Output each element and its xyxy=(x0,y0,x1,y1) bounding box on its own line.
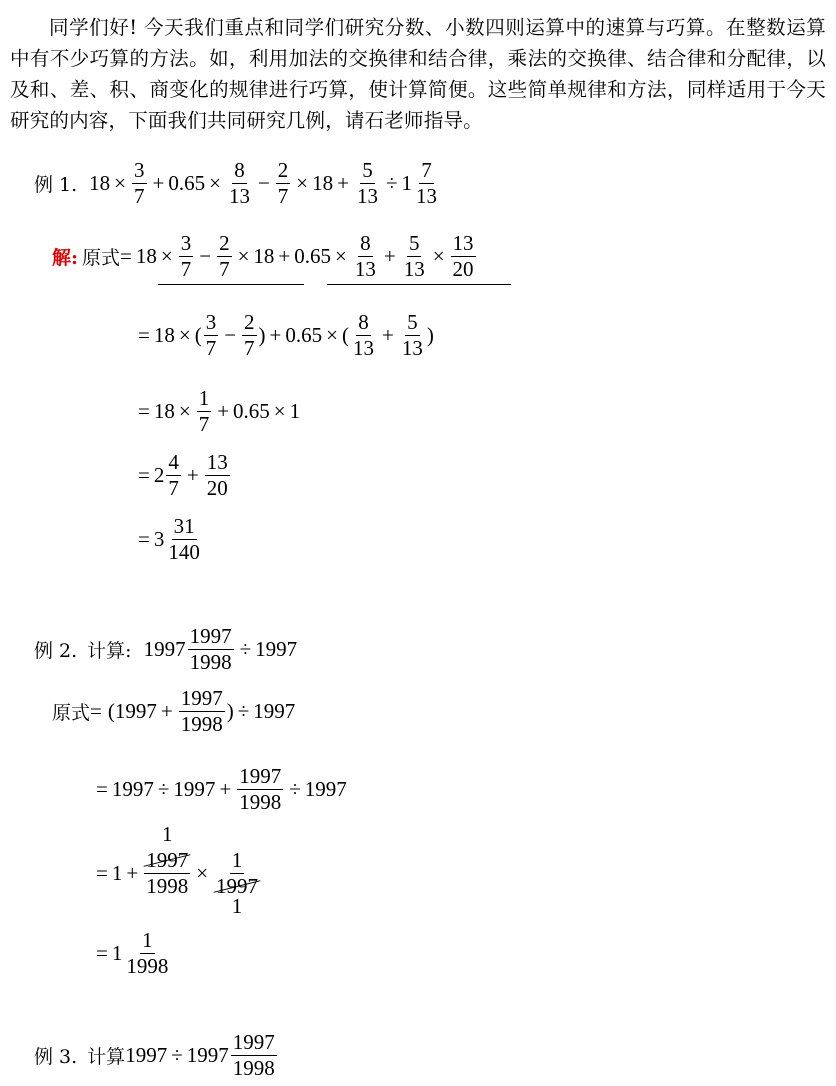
plus-sign: + xyxy=(160,699,173,723)
fraction: $\frac{31}{140}$ xyxy=(168,514,200,564)
fraction: $\frac{13}{20}$ xyxy=(206,450,228,500)
solution-2-row-2 xyxy=(96,764,347,815)
fraction: $\frac{2}{7}$ xyxy=(277,158,289,208)
times-sign: × xyxy=(114,171,127,195)
number: 0.65 xyxy=(285,323,323,347)
cancelled-numerator: 1997 1 xyxy=(146,822,189,872)
times-sign: × xyxy=(178,323,191,347)
cancel-result: 1 xyxy=(231,894,243,918)
times-sign: × xyxy=(296,171,309,195)
paren: ) xyxy=(226,699,234,723)
fraction: $\frac{1}{1998}$ xyxy=(126,928,169,978)
solution-2-row-4 xyxy=(96,928,172,979)
number: 1997 xyxy=(125,1043,168,1067)
plus-sign: + xyxy=(383,244,396,268)
minus-sign: − xyxy=(224,323,237,347)
example-2-label: 例 2. xyxy=(34,640,78,662)
whole-number: 1997 xyxy=(143,637,186,661)
divide-sign: ÷ xyxy=(157,777,170,801)
plus-sign: + xyxy=(152,171,165,195)
solution-2-row-1 xyxy=(52,686,295,737)
whole-number: 1 xyxy=(111,941,123,965)
plus-sign: + xyxy=(278,244,291,268)
number: 0.65 xyxy=(294,244,331,268)
number: 18 xyxy=(135,244,157,268)
equals-sign: = xyxy=(96,777,108,801)
grouping-underline xyxy=(158,284,304,285)
fraction: $\frac{5}{13}$ xyxy=(401,310,423,360)
equals-sign: = xyxy=(120,244,132,268)
equals-sign: = xyxy=(138,463,150,487)
number: 18 xyxy=(89,171,111,195)
plus-sign: + xyxy=(217,399,230,423)
times-sign: × xyxy=(273,399,286,423)
whole-number: 2 xyxy=(153,463,165,487)
whole-number: 1997 xyxy=(186,1043,229,1067)
equals-sign: = xyxy=(138,527,150,551)
fraction: $\frac{1}{7}$ xyxy=(198,386,210,436)
plus-sign: + xyxy=(381,323,394,347)
yuanshi-label: 原式 xyxy=(82,247,121,269)
fraction: 1997 1 1998 xyxy=(146,822,189,898)
equals-sign: = xyxy=(90,699,102,723)
plus-sign: + xyxy=(186,463,199,487)
fraction: $\frac{5}{13}$ xyxy=(356,158,378,208)
equals-sign: = xyxy=(96,861,108,885)
times-sign: × xyxy=(326,323,338,347)
solution-1-row-5 xyxy=(138,514,204,565)
cancel-result: 1 xyxy=(161,822,173,846)
fraction: $\frac{8}{13}$ xyxy=(352,310,374,360)
fraction: $\frac{5}{13}$ xyxy=(403,231,425,281)
number: 1997 xyxy=(304,777,347,801)
times-sign: × xyxy=(160,244,173,268)
number: 1997 xyxy=(173,777,216,801)
plus-sign: + xyxy=(126,861,139,885)
example-2-problem xyxy=(34,624,297,675)
divide-sign: ÷ xyxy=(237,699,250,723)
equals-sign: = xyxy=(138,399,150,423)
solution-label: 解: xyxy=(52,247,79,269)
fraction: $\frac{2}{7}$ xyxy=(219,231,230,281)
minus-sign: − xyxy=(199,244,212,268)
number: 18 xyxy=(153,323,175,347)
fraction: $\frac{8}{13}$ xyxy=(228,158,250,208)
divide-sign: ÷ xyxy=(289,777,301,801)
example-1-label: 例 1. xyxy=(34,174,78,196)
example-1-problem xyxy=(34,158,441,209)
number: 1997 xyxy=(255,637,298,661)
calc-label: 计算 xyxy=(87,1046,126,1068)
times-sign: × xyxy=(178,399,191,423)
example-3-problem xyxy=(34,1030,279,1081)
solution-1-row-4 xyxy=(138,450,232,501)
paren: ) xyxy=(258,323,266,347)
times-sign: × xyxy=(196,861,209,885)
fraction: $\frac{8}{13}$ xyxy=(354,231,376,281)
solution-1-row-1 xyxy=(52,231,478,282)
intro-paragraph: 同学们好! 今天我们重点和同学们研究分数、小数四则运算中的速算与巧算。在整数运算中有不少巧算的方法。如，利用加法的交换律和结合律，乘法的交换律、结合律和分配律，以及和、差、积、商变化的规律进行巧算，使计算简便。这些简单规律和方法，同样适用于今天研究的内容，下面我们共同研究几例，请石老师指导。 xyxy=(10,16,826,132)
grouping-underline xyxy=(327,284,511,285)
paren: ) xyxy=(426,323,434,347)
number: 1 xyxy=(289,399,301,423)
yuanshi-label: 原式 xyxy=(52,702,91,724)
paren: ( xyxy=(341,323,349,347)
number: 1997 xyxy=(114,699,157,723)
equals-sign: = xyxy=(138,323,150,347)
number: 0.65 xyxy=(233,399,270,423)
fraction: $\frac{1997}{1998}$ xyxy=(232,1030,275,1080)
fraction: $\frac{4}{7}$ xyxy=(168,450,179,500)
solution-2-row-3 xyxy=(96,822,262,918)
solution-1-row-2 xyxy=(138,310,434,361)
whole-number: 1 xyxy=(401,171,413,195)
fraction: $\frac{1997}{1998}$ xyxy=(239,764,282,814)
fraction: $\frac{3}{7}$ xyxy=(205,310,217,360)
fraction: $\frac{1997}{1998}$ xyxy=(189,624,232,674)
times-sign: × xyxy=(432,244,445,268)
cancelled-denominator: 1997 1 xyxy=(216,874,259,918)
fraction: $\frac{13}{20}$ xyxy=(452,231,474,281)
times-sign: × xyxy=(209,171,221,195)
times-sign: × xyxy=(335,244,347,268)
plus-sign: + xyxy=(337,171,349,195)
minus-sign: − xyxy=(257,171,270,195)
plus-sign: + xyxy=(269,323,282,347)
number: 1997 xyxy=(253,699,296,723)
times-sign: × xyxy=(237,244,250,268)
number: 1997 xyxy=(111,777,154,801)
paren: ( xyxy=(107,699,115,723)
number: 18 xyxy=(153,399,175,423)
number: 18 xyxy=(312,171,334,195)
fraction: $\frac{1997}{1998}$ xyxy=(180,686,223,736)
plus-sign: + xyxy=(219,777,232,801)
fraction: $\frac{3}{7}$ xyxy=(180,231,192,281)
example-3-label: 例 3. xyxy=(34,1046,78,1068)
whole-number: 3 xyxy=(153,527,165,551)
solution-1-row-3 xyxy=(138,386,300,437)
fraction: $\frac{3}{7}$ xyxy=(134,158,145,208)
equals-sign: = xyxy=(96,941,108,965)
number: 0.65 xyxy=(168,171,206,195)
fraction: $\frac{7}{13}$ xyxy=(416,158,438,208)
divide-sign: ÷ xyxy=(239,637,252,661)
paren: ( xyxy=(194,323,202,347)
calc-label: 计算: xyxy=(87,640,132,662)
number: 18 xyxy=(253,244,275,268)
divide-sign: ÷ xyxy=(385,171,398,195)
fraction: 1 1997 1 xyxy=(216,848,259,918)
number: 1 xyxy=(111,861,123,885)
divide-sign: ÷ xyxy=(171,1043,183,1067)
fraction: $\frac{2}{7}$ xyxy=(244,310,255,360)
